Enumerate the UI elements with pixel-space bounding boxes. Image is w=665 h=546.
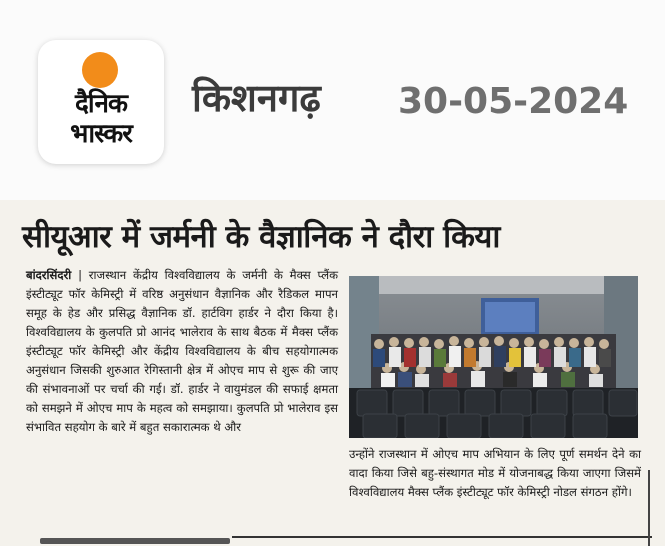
group-photo-image xyxy=(349,276,638,438)
adjacent-clipping-edge xyxy=(648,470,665,546)
article-dateline: बांदरसिंदरी xyxy=(26,268,72,282)
newspaper-logo xyxy=(38,40,164,164)
article-body-right: उन्होंने राजस्थान में ओएच माप अभियान के लिए पूर्ण समर्थन देने का वादा किया जिसे बहु-संस्थागत मोड में योजनाबद्ध किया जाएगा जिसमें विश्वविद्यालय मैक्स प्लैंक इंस्टीट्यूट फॉर केमिस्ट्री नोडल संगठन होंगे। xyxy=(349,447,641,499)
logo-text-line1: दैनिक xyxy=(75,89,127,119)
divider xyxy=(232,536,652,538)
group-photo xyxy=(349,276,638,438)
article-body-left xyxy=(26,266,338,437)
clipping-header xyxy=(0,0,665,200)
logo-text-line2: भास्कर xyxy=(70,119,132,149)
edition-date: 30-05-2024 xyxy=(398,81,629,122)
sun-icon xyxy=(82,52,118,88)
article-body-left-text: | राजस्थान केंद्रीय विश्वविद्यालय के जर्मनी के मैक्स प्लैंक इंस्टीट्यूट फॉर केमिस्ट्री में वरिष्ठ अनुसंधान वैज्ञानिक और रैडिकल मापन समूह के हेड और प्रसिद्ध वैज्ञानिक डॉ. हार्टविग हार्डर ने दौरा किया है। विश्वविद्यालय के कुलपति प्रो आनंद भालेराव के साथ बैठक में मैक्स प्लैंक इंस्टीट्यूट फॉर केमिस्ट्री और केंद्रीय विश्वविद्यालय के बीच सहयोगात्मक अनुसंधान जिसकी शुरुआत रेगिस्तानी क्षेत्र में ओएच माप से शुरू की जाए की संभावनाओं पर चर्चा की गई। डॉ. हार्डर ने वायुमंडल की सफाई क्षमता को समझने में ओएच माप के महत्व को समझाया। कुलपति प्रो भालेराव इस संभावित सहयोग के बारे में बहुत सकारात्मक थे और xyxy=(26,268,339,434)
next-article-fragment xyxy=(40,538,230,544)
article-headline: सीयूआर में जर्मनी के वैज्ञानिक ने दौरा किया xyxy=(22,219,500,255)
edition-city: किशनगढ़ xyxy=(192,76,321,120)
